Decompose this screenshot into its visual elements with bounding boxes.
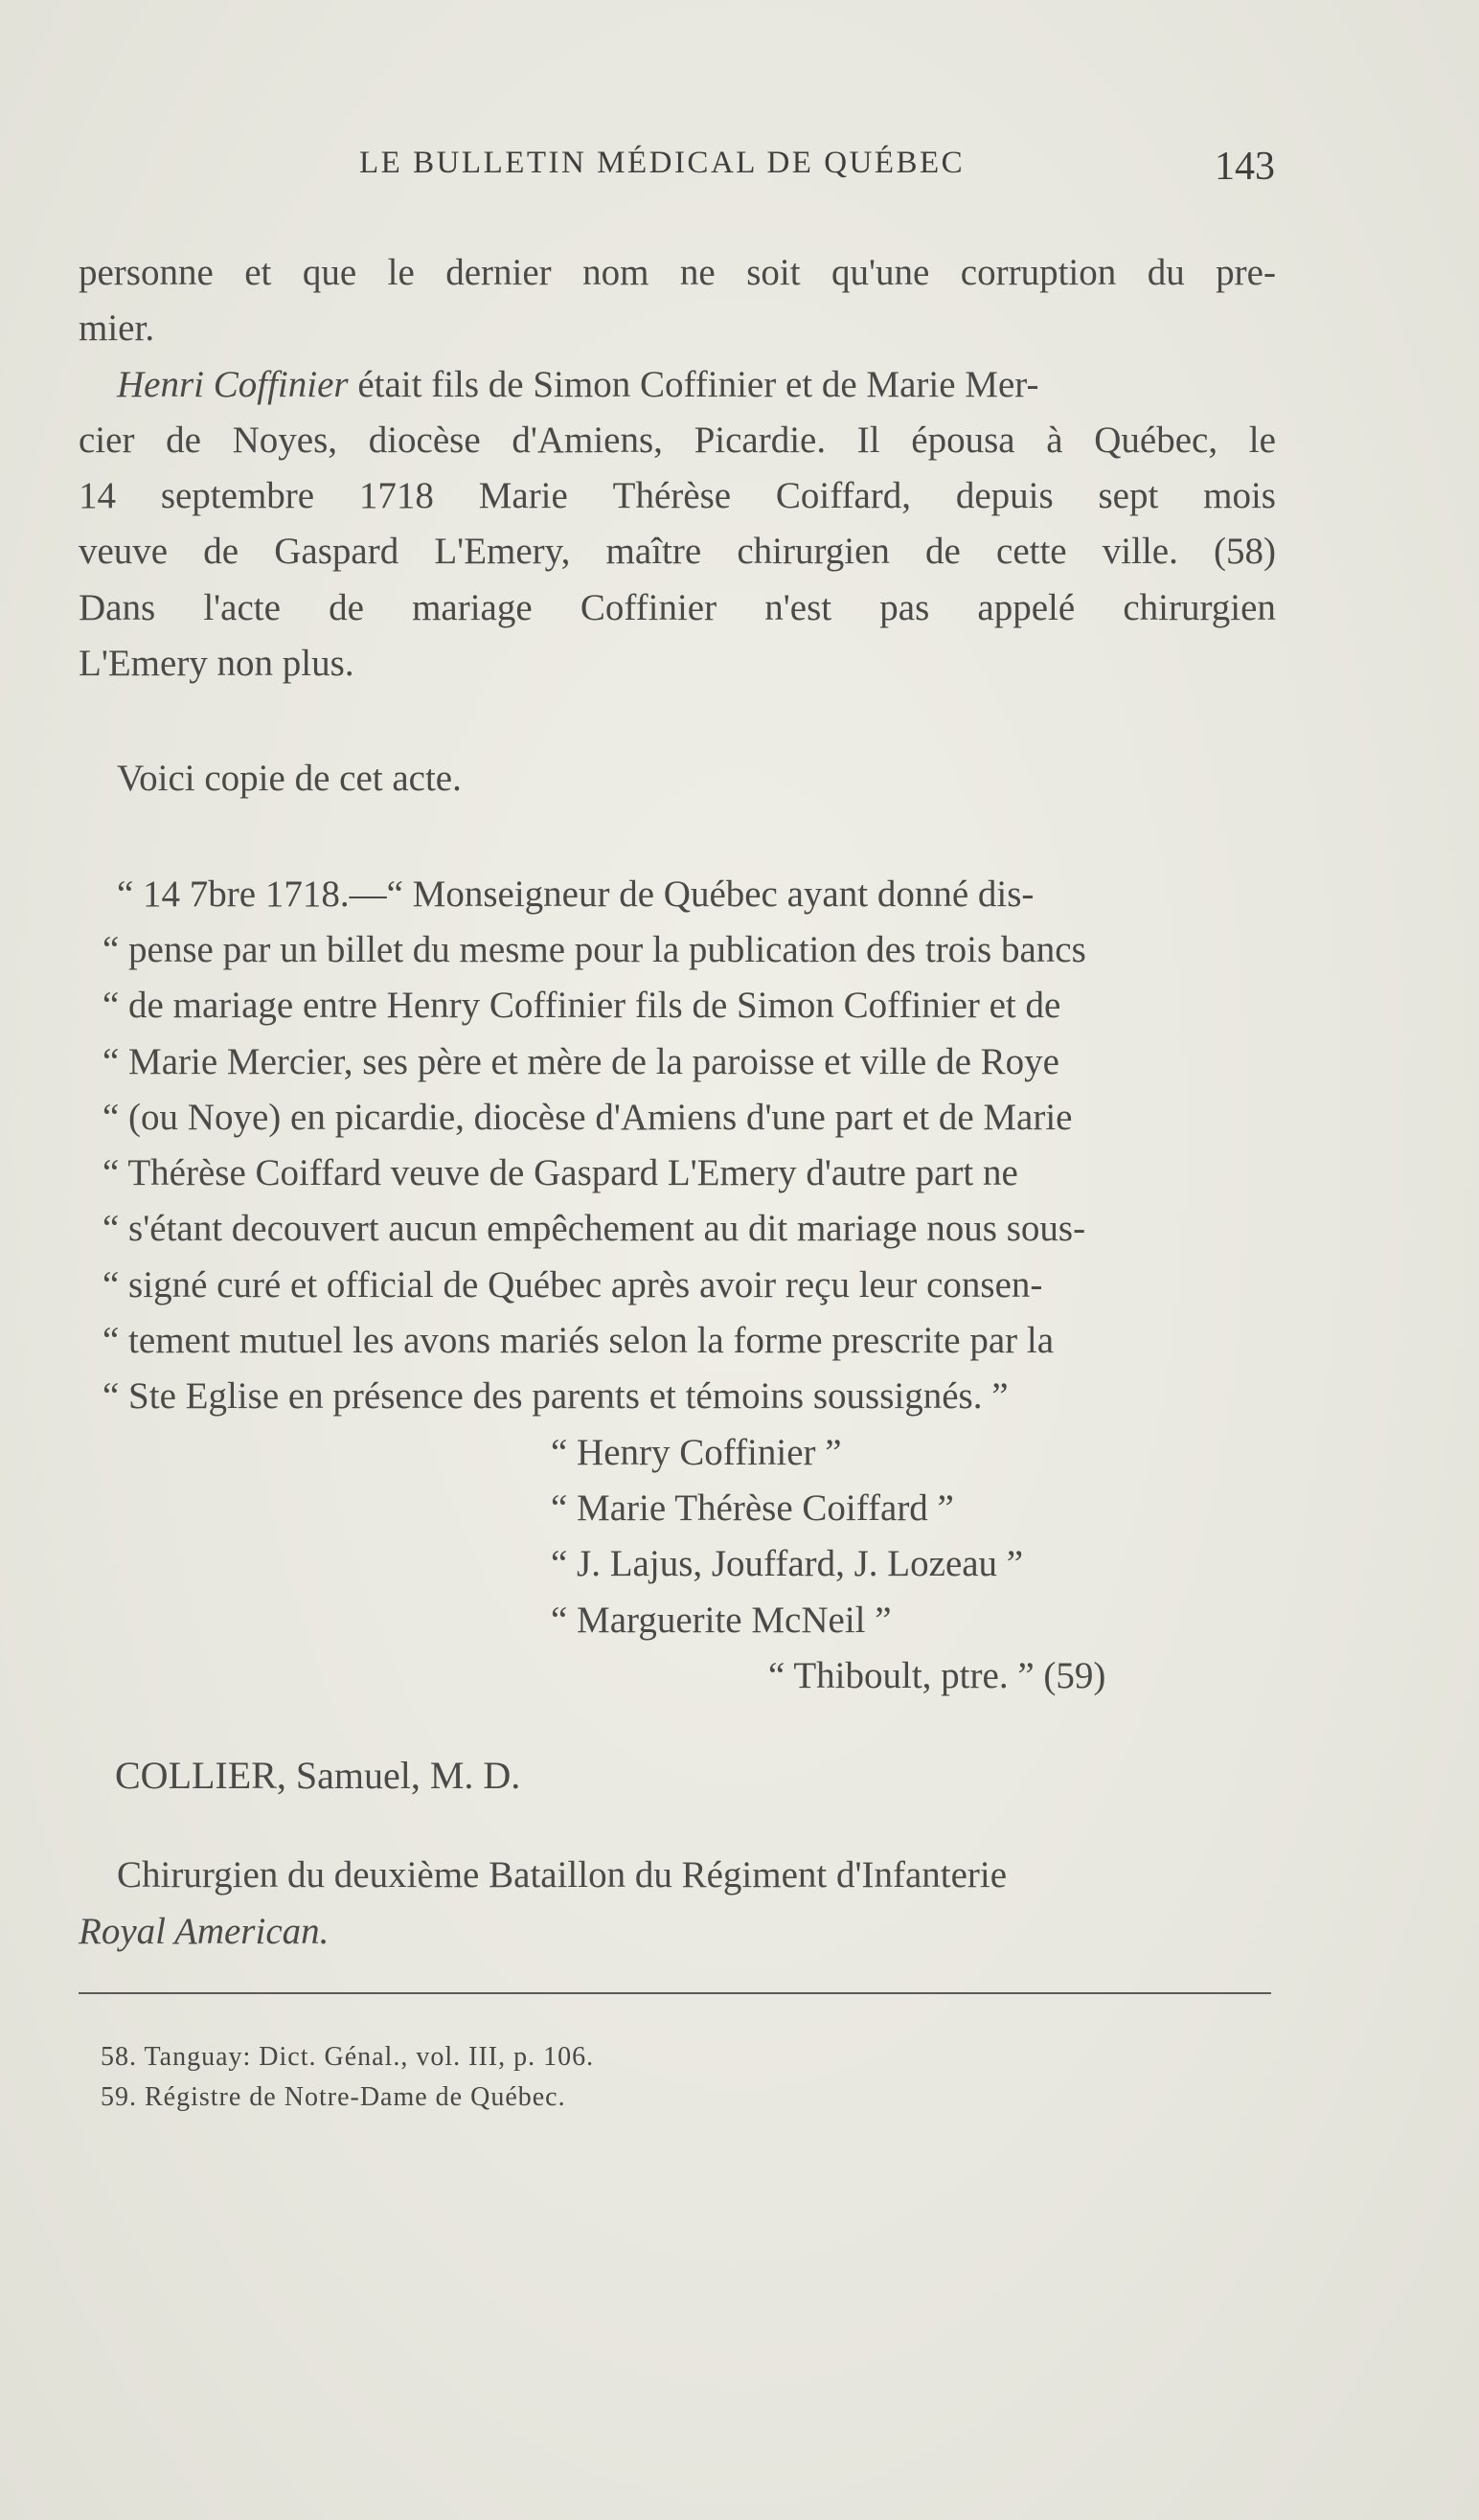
- paragraph-2-line-6: L'Emery non plus.: [79, 643, 354, 685]
- paragraph-2-line-1: Henri Coffinier était fils de Simon Coffinier et de Marie Mer-: [117, 363, 1039, 405]
- paragraph-2-line-2: cier de Noyes, diocèse d'Amiens, Picardie. Il épousa à Québec, le: [79, 419, 1276, 461]
- running-title: LE BULLETIN MÉDICAL DE QUÉBEC: [359, 146, 966, 180]
- act-line: “ Thérèse Coiffard veuve de Gaspard L'Emery d'autre part ne: [102, 1152, 1018, 1194]
- act-line: “ tement mutuel les avons mariés selon la forme prescrite par la: [102, 1320, 1055, 1362]
- act-line: “ signé curé et official de Québec après avoir reçu leur consen-: [102, 1263, 1043, 1305]
- act-last-line: “ Ste Eglise en présence des parents et témoins soussignés. ”: [102, 1375, 1009, 1418]
- page-header: [0, 144, 1479, 201]
- footnote-59: 59. Régistre de Notre-Dame de Québec.: [101, 2082, 566, 2112]
- entry-description: Chirurgien du deuxième Bataillon du Régiment d'Infanterie: [117, 1854, 1008, 1896]
- henri-coffinier-name: Henri Coffinier: [117, 363, 349, 405]
- act-line: “ de mariage entre Henry Coffinier fils de Simon Coffinier et de: [102, 985, 1061, 1027]
- footnote-divider: [79, 1992, 1271, 1994]
- footnotes: [79, 1992, 1276, 2118]
- act-line: “ pense par un billet du mesme pour la publication des trois bancs: [102, 928, 1086, 970]
- paragraph-2-line-4: veuve de Gaspard L'Emery, maître chirurgien de cette ville. (58): [79, 531, 1276, 573]
- footnote-58: 58. Tanguay: Dict. Génal., vol. III, p. 106.: [101, 2042, 595, 2072]
- act-intro: Voici copie de cet acte.: [117, 758, 462, 800]
- paragraph-2-line-3: 14 septembre 1718 Marie Thérèse Coiffard, depuis sept mois: [79, 475, 1276, 517]
- paragraph-1-line-1: personne et que le dernier nom ne soit qu'une corruption du pre-: [79, 252, 1276, 293]
- act-line: “ (ou Noye) en picardie, diocèse d'Amiens d'une part et de Marie: [102, 1096, 1073, 1138]
- page-body: [79, 245, 1276, 1960]
- signature-thiboult: “ Thiboult, ptre. ” (59): [768, 1654, 1106, 1696]
- signature: “ J. Lajus, Jouffard, J. Lozeau ”: [551, 1543, 1024, 1585]
- entry-description-italic: Royal American.: [79, 1910, 330, 1952]
- paragraph-2-line-5: Dans l'acte de mariage Coffinier n'est pas appelé chirurgien: [79, 586, 1276, 628]
- entry-heading: COLLIER, Samuel, M. D.: [115, 1754, 521, 1798]
- page-number: 143: [1215, 145, 1275, 189]
- act-line: “ Marie Mercier, ses père et mère de la paroisse et ville de Roye: [102, 1040, 1059, 1082]
- act-line: “ s'étant decouvert aucun empêchement au dit mariage nous sous-: [102, 1208, 1086, 1250]
- signature: “ Marie Thérèse Coiffard ”: [551, 1487, 954, 1529]
- signature: “ Henry Coffinier ”: [551, 1431, 842, 1473]
- paragraph-1-line-2: mier.: [79, 307, 155, 350]
- act-line-1: “ 14 7bre 1718.—“ Monseigneur de Québec ayant donné dis-: [117, 873, 1035, 915]
- signature: “ Marguerite McNeil ”: [551, 1599, 892, 1641]
